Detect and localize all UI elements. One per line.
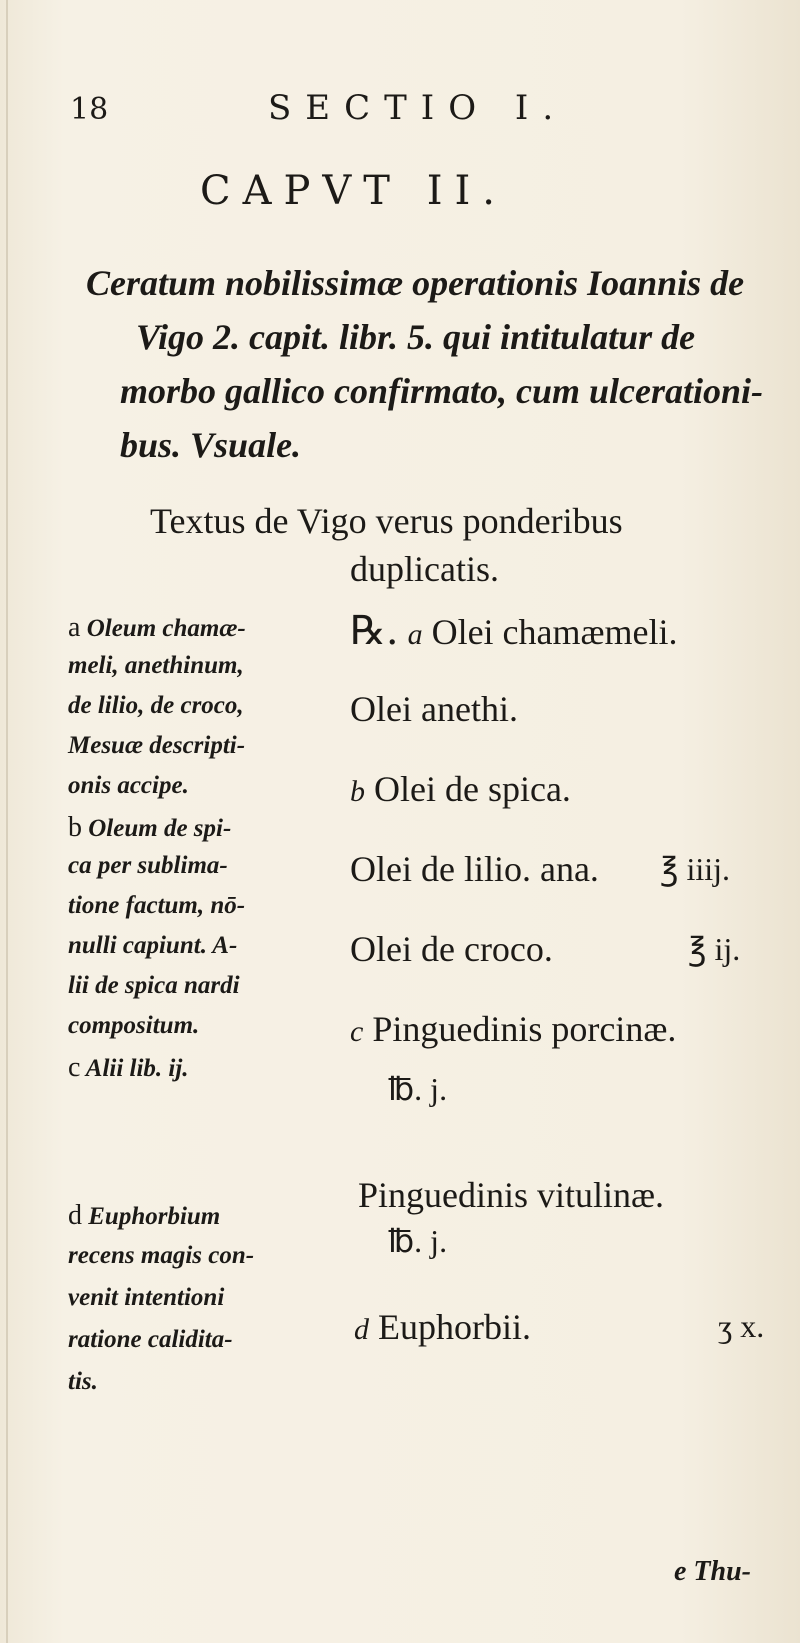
note-a-line-2: meli, anethinum,: [68, 652, 244, 679]
recipe-text-6: Pinguedinis porcinæ.: [372, 1009, 677, 1049]
note-a-line-5: onis accipe.: [68, 772, 189, 799]
recipe-line-5: Olei de croco.: [350, 929, 553, 969]
textus-heading: Textus de Vigo verus ponderibus: [150, 501, 623, 541]
note-c-line: c Alii lib. ij.: [68, 1052, 189, 1083]
recipe-qty-6: ℔. j.: [388, 1071, 448, 1107]
page-edge: [6, 0, 8, 1643]
note-b-line-4: nulli capiunt. A-: [68, 932, 238, 959]
title-line-1: Ceratum nobilissimæ operationis Ioannis de: [86, 263, 745, 303]
note-d-line-3: venit intentioni: [68, 1284, 225, 1311]
recipe-line-2: Olei anethi.: [350, 689, 518, 729]
recipe-key-d: d: [354, 1313, 369, 1346]
note-b-line-3: tione factum, nō-: [68, 892, 246, 919]
catchword: e Thu-: [674, 1556, 751, 1587]
note-b-line-2: ca per sublima-: [68, 852, 228, 879]
recipe-symbol: ℞.: [350, 608, 399, 654]
textus-heading-cont: duplicatis.: [350, 549, 499, 589]
note-a-line-1: a Oleum chamæ-: [68, 612, 246, 643]
note-d-line-1: d Euphorbium: [68, 1200, 221, 1231]
recipe-text-8: Euphorbii.: [378, 1307, 531, 1347]
title-line-3: morbo gallico confirmato, cum ulcerationi-: [120, 371, 764, 411]
note-marker-d: d: [68, 1200, 82, 1231]
note-b-line-1: b Oleum de spi-: [68, 812, 232, 843]
recipe-line-1: [350, 608, 678, 654]
recipe-key-c: c: [350, 1015, 364, 1048]
note-d-line-5: tis.: [68, 1368, 98, 1395]
recipe-line-3: [350, 768, 571, 810]
title-line-2: Vigo 2. capit. libr. 5. qui intitulatur de: [136, 317, 696, 357]
note-b-line-5: lii de spica nardi: [68, 972, 240, 999]
recipe-line-8: [354, 1306, 531, 1348]
note-d-line-4: ratione calidita-: [68, 1326, 233, 1353]
note-b-line-6: compositum.: [68, 1012, 200, 1039]
recipe-qty-5: ℥ ij.: [688, 931, 741, 967]
recipe-line-7: Pinguedinis vitulinæ.: [358, 1175, 665, 1215]
recipe-line-6: [350, 1008, 676, 1050]
recipe-key-b: b: [350, 775, 365, 808]
recipe-text-3: Olei de spica.: [374, 769, 571, 809]
recipe-key-a: a: [407, 618, 423, 651]
chapter-heading: CAPVT II.: [200, 168, 508, 214]
recipe-qty-4: ℥ iiij.: [660, 851, 731, 887]
running-title: SECTIO I.: [268, 88, 568, 128]
page-number: 18: [70, 92, 109, 127]
recipe-text-1: Olei chamæmeli.: [431, 612, 678, 652]
note-a-line-3: de lilio, de croco,: [68, 692, 244, 719]
note-marker-c: c: [68, 1052, 81, 1083]
recipe-line-4: Olei de lilio. ana.: [350, 849, 599, 889]
note-marker-b: b: [68, 812, 82, 843]
note-d-line-2: recens magis con-: [68, 1242, 255, 1269]
recipe-qty-7: ℔. j.: [388, 1223, 448, 1259]
title-line-4: bus. Vsuale.: [120, 425, 302, 465]
recipe-qty-8: ʒ x.: [718, 1308, 765, 1344]
note-marker-a: a: [68, 612, 81, 643]
note-a-line-4: Mesuæ descripti-: [68, 732, 246, 759]
